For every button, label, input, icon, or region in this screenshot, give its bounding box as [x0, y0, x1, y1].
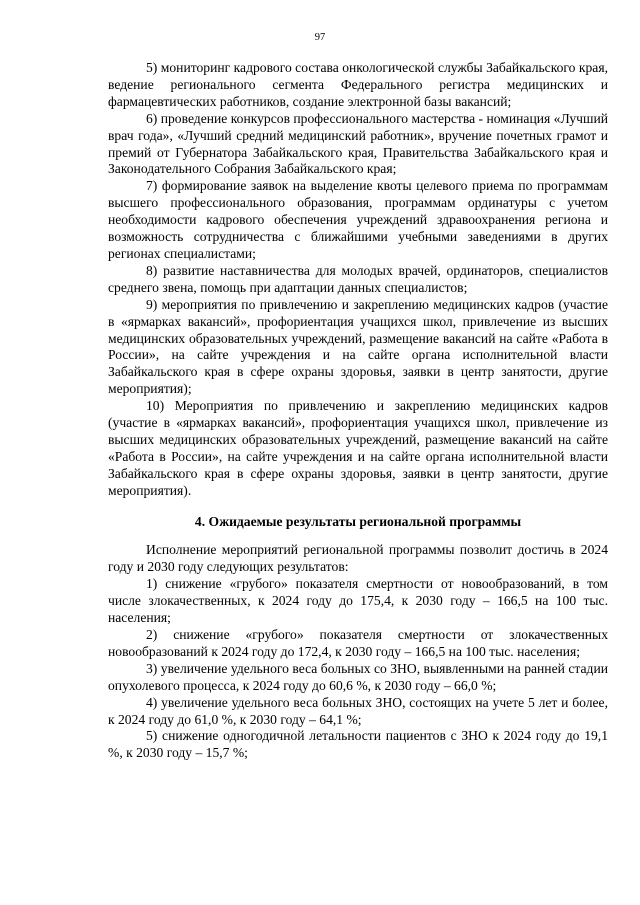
list-item-5: 5) мониторинг кадрового состава онкологической службы Забайкальского края, ведение регионального сегмента Федерального регистра медицинских и фармацевтических работников, создание электронной базы вакансий;: [108, 60, 608, 109]
result-item-3: 3) увеличение удельного веса больных со ЗНО, выявленными на ранней стадии опухолевого процесса, к 2024 году до 60,6 %, к 2030 году – 66,0 %;: [108, 660, 608, 693]
document-body: [108, 60, 608, 762]
intro-paragraph: Исполнение мероприятий региональной программы позволит достичь в 2024 году и 2030 году следующих результатов:: [108, 542, 608, 575]
section-heading: 4. Ожидаемые результаты региональной программы: [194, 513, 522, 529]
list-item-10: 10) Мероприятия по привлечению и закреплению медицинских кадров (участие в «ярмарках вакансий», профориентация учащихся школ, привлечение из высших медицинских образовательных учреждений, размещение вакансий на сайте «Работа в России», на сайте учреждения и на сайте органа исполнительной власти Забайкальского края в сфере охраны здоровья, заявки в центр занятости, другие мероприятия).: [108, 398, 608, 498]
result-item-1: 1) снижение «грубого» показателя смертности от новообразований, в том числе злокачественных, к 2024 году до 175,4, к 2030 году – 166,5 на 100 тыс. населения;: [108, 576, 608, 626]
result-item-5: 5) снижение одногодичной летальности пациентов с ЗНО к 2024 году до 19,1 %, к 2030 году – 15,7 %;: [108, 728, 608, 761]
list-item-9: 9) мероприятия по привлечению и закреплению медицинских кадров (участие в «ярмарках вакансий», профориентация учащихся школ, привлечение из высших медицинских образовательных учреждений, размещение вакансий на сайте «Работа в России», на сайте учреждения и на сайте органа исполнительной власти Забайкальского края в сфере охраны здоровья, заявки в центр занятости, другие мероприятия);: [108, 296, 608, 397]
list-item-7: 7) формирование заявок на выделение квоты целевого приема по программам высшего профессионального образования, программам ординатуры с учетом необходимости кадрового обеспечения учреждений здравоохранения региона и возможность сотрудничества с ближайшими учебными заведениями в других регионах специалистами;: [108, 178, 608, 261]
result-item-2: 2) снижение «грубого» показателя смертности от злокачественных новообразований к 2024 году до 172,4, к 2030 году – 166,5 на 100 тыс. населения;: [108, 627, 608, 659]
page-number: 97: [314, 32, 326, 43]
list-item-8: 8) развитие наставничества для молодых врачей, ординаторов, специалистов среднего звена, помощь при адаптации данных специалистов;: [108, 262, 608, 295]
result-item-4: 4) увеличение удельного веса больных ЗНО, состоящих на учете 5 лет и более, к 2024 году до 61,0 %, к 2030 году – 64,1 %;: [108, 694, 608, 727]
list-item-6: 6) проведение конкурсов профессионального мастерства - номинация «Лучший врач года», «Лучший средний медицинский работник», вручение почетных грамот и премий от Губернатора Забайкальского края, Правительства Забайкальского края и Законодательного Собрания Забайкальского края;: [108, 110, 608, 177]
